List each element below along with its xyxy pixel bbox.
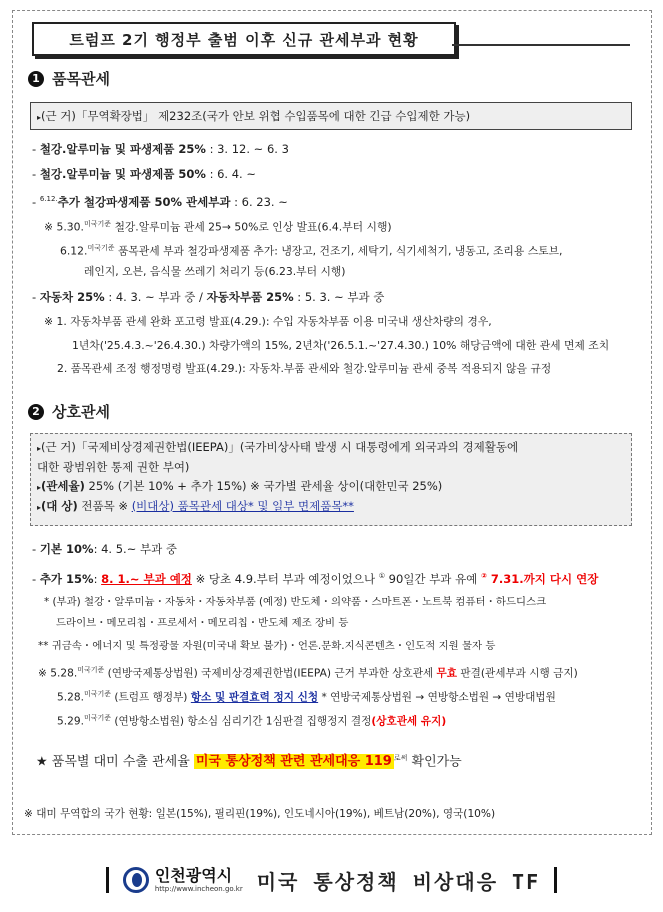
section2-heading [28,401,110,422]
incheon-logo [123,867,243,893]
s1-auto-note-1: ※ 1. 자동차부품 관세 완화 포고령 발표(4.29.): 수입 자동차부품 이용 미국내 생산차량의 경우, [44,315,492,328]
footer [105,863,558,897]
triangle-bullet-icon: ▸ [37,444,42,453]
triangle-bullet-icon: ▸ [37,113,42,122]
triangle-bullet-icon: ▸ [37,503,42,512]
page-title [32,22,456,56]
s1-auto-note-2: 2. 품목관세 조정 행정명령 발표(4.29.): 자동차.부품 관세와 철강.알루미늄 관세 중복 적용되지 않을 규정 [57,362,552,375]
page-title-text: 트럼프 2기 행정부 출범 이후 신규 관세부과 현황 [69,30,419,49]
section1-basis-box [30,102,632,130]
s1-item-2: - 철강.알루미늄 및 파생제품 50% : 6. 4. ~ [32,167,256,181]
org-name: 인천광역시 [154,866,233,885]
rate-row: ▸(관세율) 25% (기본 10% + 추가 15%) ※ 국가별 관세율 상이(대한민국 25%) [37,479,443,493]
basis-row: ▸(근 거)「국제비상경제권한법(IEEPA)」(국가비상사태 발생 시 대통령에게 외국과의 경제활동에 [37,440,519,454]
fta-note: ※ 대미 무역합의 국가 현황: 일본(15%), 필리핀(19%), 인도네시아(19%), 베트남(20%), 영국(10%) [24,808,496,820]
s2-court-1: ※ 5.28.$^{미국기준}$ (연방국제통상법원) 국제비상경제권한법(IEEPA) 근거 부과한 상호관세 무효 판결(관세부과 시행 금지) [38,666,578,680]
section1-title: 품목관세 [52,70,110,88]
s2-basic: - 기본 10%: 4. 5.~ 부과 중 [32,542,177,556]
s2-court-3: 5.29.$^{미국기준}$ (연방항소법원) 항소심 심리기간 1심판결 집행정지 결정(상호관세 유지) [57,714,447,728]
title-underline [452,44,630,46]
basis-label: (근 거) [41,109,76,123]
basis-row-cont: 대한 광범위한 통제 권한 부여) [37,460,190,474]
triangle-bullet-icon: ▸ [37,483,42,492]
section2-number: 2 [28,404,44,420]
footer-divider-right [554,867,557,893]
s2-court-2: 5.28.$^{미국기준}$ (트럼프 행정부) 항소 및 판결효력 정지 신청 * 연방국제통상법원 → 연방항소법원 → 연방대법원 [57,690,556,704]
target-row: ▸(대 상) 전품목 ※ (비대상) 품목관세 대상* 및 일부 면제품목** [37,499,354,513]
incheon-emblem-icon [123,867,149,893]
footer-divider-left [106,867,109,893]
s1-note-2: 6.12.$^{미국기준}$ 품목관세 부과 철강파생제품 추가: 냉장고, 건조기, 세탁기, 식기세척기, 냉동고, 조리용 스토브, [60,244,563,258]
s2-add: - 추가 15%: 8. 1.~ 부과 예정 ※ 당초 4.9.부터 부과 예정이었으나 ① 90일간 부과 유예 ② 7.31.까지 다시 연장 [32,571,599,586]
star-icon: ★ [36,754,48,770]
s2-star-2: ** 귀금속・에너지 및 특정광물 자원(미국내 확보 불가)・언론.문화.지식콘텐츠・인도적 지원 물자 등 [38,640,496,652]
section2-title: 상호관세 [52,403,110,421]
exempt-items-link[interactable]: (비대상) 품목관세 대상* 및 일부 면제품목** [131,499,354,513]
s1-item-3: - $^{6.12.}$추가 철강파생제품 50% 관세부과 : 6. 23. ~ [32,194,288,209]
section2-basis-box [30,433,632,526]
tariff-callout: ★ 품목별 대미 수출 관세율 미국 통상정책 관련 관세대응 119 $^{로써}$ 확인가능 [36,754,462,770]
basis-text: 「무역확장법」 제232조(국가 안보 위협 수입품목에 대한 긴급 수입제한 가능) [75,109,471,123]
tf-name: 미국 통상정책 비상대응 TF [256,869,541,894]
s1-item-1: - 철강.알루미늄 및 파생제품 25% : 3. 12. ~ 6. 3 [32,142,289,156]
s1-note-2-cont: 레인지, 오븐, 음식물 쓰레기 처리기 등(6.23.부터 시행) [84,265,346,278]
s2-star-1-cont: 드라이브・메모리칩・프로세서・메모리칩・반도체 제조 장비 등 [56,617,349,629]
section1-number: 1 [28,71,44,87]
org-url: http://www.incheon.go.kr [154,885,243,893]
s2-star-1: * (부과) 철강・알루미늄・자동차・자동차부품 (예정) 반도체・의약품・스마트폰・노트북 컴퓨터・하드디스크 [44,596,547,608]
s1-note-1: ※ 5.30.$^{미국기준}$ 철강.알루미늄 관세 25→ 50%로 인상 발표(6.4.부터 시행) [44,220,392,234]
s1-auto: - 자동차 25% : 4. 3. ~ 부과 중 / 자동차부품 25% : 5. 3. ~ 부과 중 [32,290,385,304]
section1-heading [28,68,110,89]
tariff-119-highlight[interactable]: 미국 통상정책 관련 관세대응 119 [195,754,392,770]
s1-auto-note-1-cont: 1년차('25.4.3.~'26.4.30.) 차량가액의 15%, 2년차('26.5.1.~'27.4.30.) 10% 해당금액에 대한 관세 면제 조치 [72,339,610,352]
